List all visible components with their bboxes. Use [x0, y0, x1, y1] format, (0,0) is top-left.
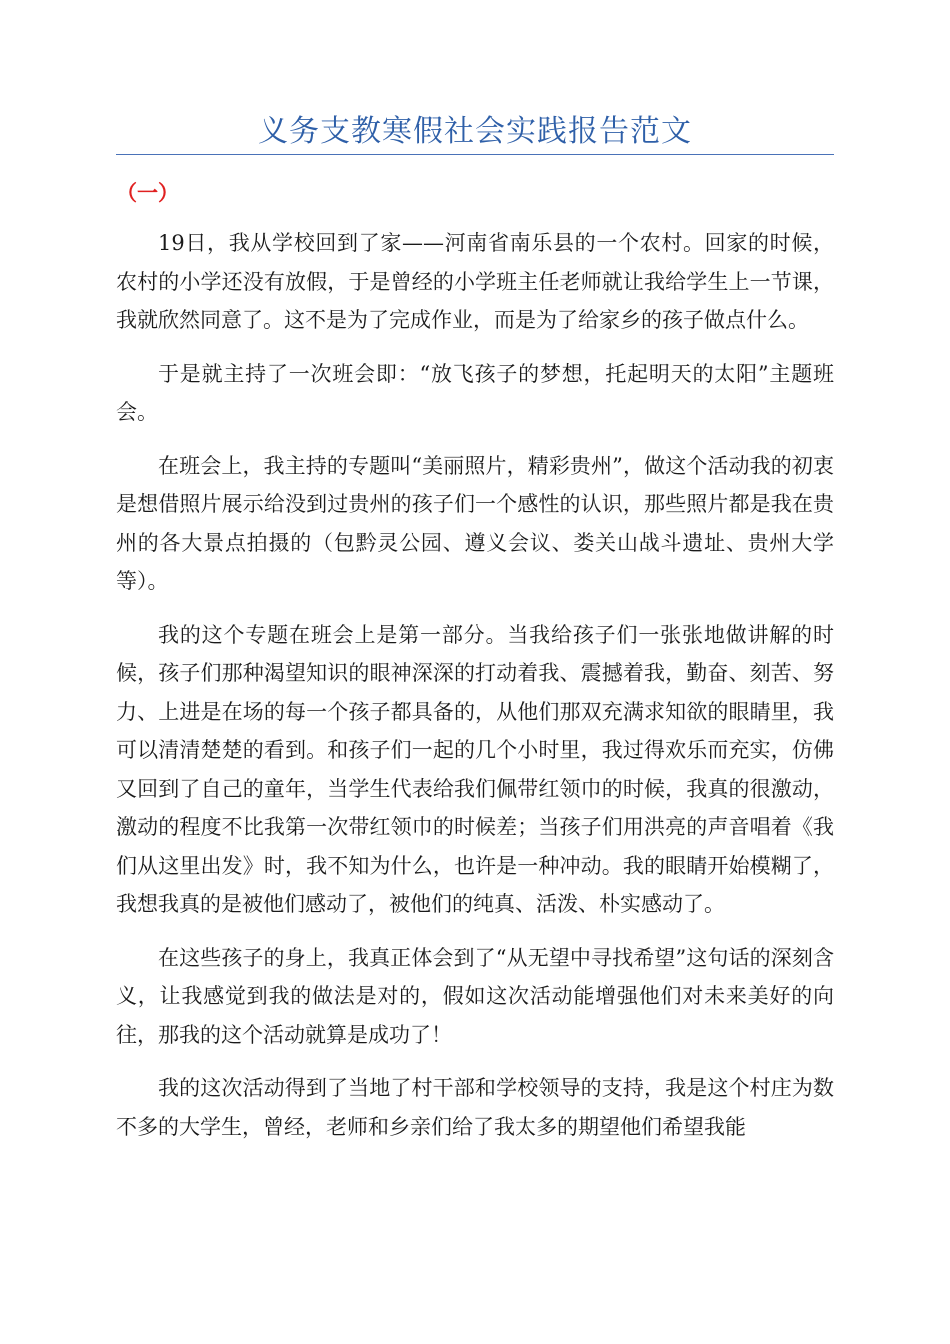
title-underline — [116, 154, 834, 155]
paragraph: 19日，我从学校回到了家——河南省南乐县的一个农村。回家的时候，农村的小学还没有放假，于是曾经的小学班主任老师就让我给学生上一节课，我就欣然同意了。这不是为了完成作业，而是为了给家乡的孩子做点什么。 — [116, 231, 834, 332]
paragraph: 我的这个专题在班会上是第一部分。当我给孩子们一张张地做讲解的时候，孩子们那种渴望知识的眼神深深的打动着我、震撼着我，勤奋、刻苦、努力、上进是在场的每一个孩子都具备的，从他们那双充满求知欲的眼睛里，我可以清清楚楚的看到。和孩子们一起的几个小时里，我过得欢乐而充实，仿佛又回到了自己的童年，当学生代表给我们佩带红领巾的时候，我真的很激动，激动的程度不比我第一次带红领巾的时候差；当孩子们用洪亮的声音唱着《我们从这里出发》时，我不知为什么，也许是一种冲动。我的眼睛开始模糊了，我想我真的是被他们感动了，被他们的纯真、活泼、朴实感动了。 — [116, 622, 834, 916]
section-label: （一） — [116, 181, 179, 205]
paragraph: 在这些孩子的身上，我真正体会到了“从无望中寻找希望”这句话的深刻含义，让我感觉到我的做法是对的，假如这次活动能增强他们对未来美好的向往，那我的这个活动就算是成功了！ — [116, 945, 834, 1047]
paragraph: 我的这次活动得到了当地了村干部和学校领导的支持，我是这个村庄为数不多的大学生，曾经，老师和乡亲们给了我太多的期望他们希望我能 — [116, 1076, 834, 1139]
paragraph: 于是就主持了一次班会即：“放飞孩子的梦想，托起明天的太阳”主题班会。 — [116, 361, 834, 424]
document-body — [116, 224, 834, 1161]
document-title: 义务支教寒假社会实践报告范文 — [258, 114, 692, 149]
paragraph: 在班会上，我主持的专题叫“美丽照片，精彩贵州”，做这个活动我的初衷是想借照片展示给没到过贵州的孩子们一个感性的认识，那些照片都是我在贵州的各大景点拍摄的（包黔灵公园、遵义会议、娄关山战斗遗址、贵州大学等）。 — [116, 453, 834, 593]
